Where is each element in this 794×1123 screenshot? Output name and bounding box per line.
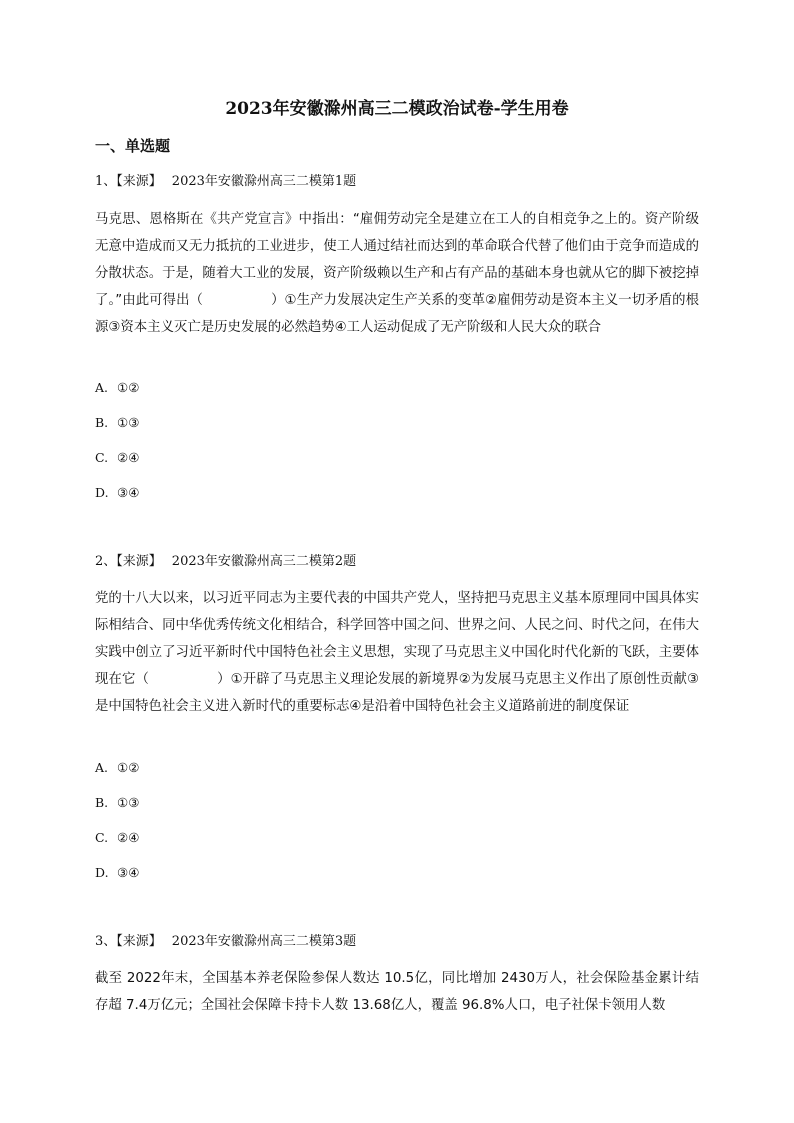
option-d	[95, 484, 139, 502]
option-d	[95, 864, 139, 882]
option-text: ②④	[117, 450, 140, 465]
question-1-header	[95, 172, 356, 192]
option-letter: D.	[95, 485, 109, 500]
source-label: 【来源】	[116, 174, 162, 189]
source-text: 2023年安徽滁州高三二模第1题	[171, 174, 357, 189]
option-text: ①③	[117, 415, 140, 430]
option-letter: D.	[95, 865, 109, 880]
section-heading: 一、单选题	[95, 137, 171, 155]
question-2-header	[95, 552, 356, 572]
option-a	[95, 379, 139, 397]
option-a	[95, 759, 139, 777]
option-text: ①③	[117, 795, 140, 810]
option-c	[95, 829, 139, 847]
option-letter: A.	[95, 760, 109, 775]
option-b	[95, 794, 139, 812]
option-letter: A.	[95, 380, 109, 395]
option-letter: B.	[95, 415, 109, 430]
question-3-stem	[95, 965, 699, 1019]
stem-text: 马克思、恩格斯在《共产党宣言》中指出：“雇佣劳动完全是建立在工人的自相竞争之上的。资产阶级无意中造成而又无力抵抗的工业进步，使工人通过结社而达到的革命联合代替了他们由于竞争而造成的分散状态。于是，随着大工业的发展，资产阶级赖以生产和占有产品的基础本身也就从它的脚下被挖掉了。”由此可得出（	[95, 212, 699, 308]
option-letter: B.	[95, 795, 109, 810]
option-letter: C.	[95, 830, 109, 845]
question-number: 1、	[95, 174, 117, 189]
option-text: ③④	[117, 485, 140, 500]
source-label: 【来源】	[116, 554, 162, 569]
document-title: 2023年安徽滁州高三二模政治试卷-学生用卷	[225, 99, 569, 119]
stem-text: ）①生产力发展决定生产关系的变革②雇佣劳动是资本主义一切矛盾的根源③资本主义灭亡是历史发展的必然趋势④工人运动促成了无产阶级和人民大众的联合	[95, 293, 699, 335]
source-text: 2023年安徽滁州高三二模第3题	[171, 934, 357, 949]
question-1-stem	[95, 206, 699, 341]
question-2-stem	[95, 585, 699, 720]
option-letter: C.	[95, 450, 109, 465]
question-number: 2、	[95, 554, 117, 569]
option-text: ①②	[117, 380, 140, 395]
stem-text: 截至 2022年末，全国基本养老保险参保人数达 10.5亿，同比增加 2430万人，社会保险基金累计结存超 7.4万亿元；全国社会保障卡持卡人数 13.68亿人，覆盖 96.8%人口，电子社保卡领用人数	[95, 971, 699, 1013]
option-c	[95, 449, 139, 467]
option-b	[95, 414, 139, 432]
stem-text: ）①开辟了马克思主义理论发展的新境界②为发展马克思主义作出了原创性贡献③是中国特色社会主义进入新时代的重要标志④是沿着中国特色社会主义道路前进的制度保证	[95, 672, 699, 714]
option-text: ①②	[117, 760, 140, 775]
stem-text: 党的十八大以来，以习近平同志为主要代表的中国共产党人，坚持把马克思主义基本原理同中国具体实际相结合、同中华优秀传统文化相结合，科学回答中国之问、世界之问、人民之问、时代之问，在伟大实践中创立了习近平新时代中国特色社会主义思想，实现了马克思主义中国化时代化新的飞跃，主要体现在它（	[95, 591, 699, 687]
source-text: 2023年安徽滁州高三二模第2题	[171, 554, 357, 569]
question-3-header	[95, 932, 356, 952]
option-text: ②④	[117, 830, 140, 845]
source-label: 【来源】	[116, 934, 162, 949]
question-number: 3、	[95, 934, 117, 949]
option-text: ③④	[117, 865, 140, 880]
